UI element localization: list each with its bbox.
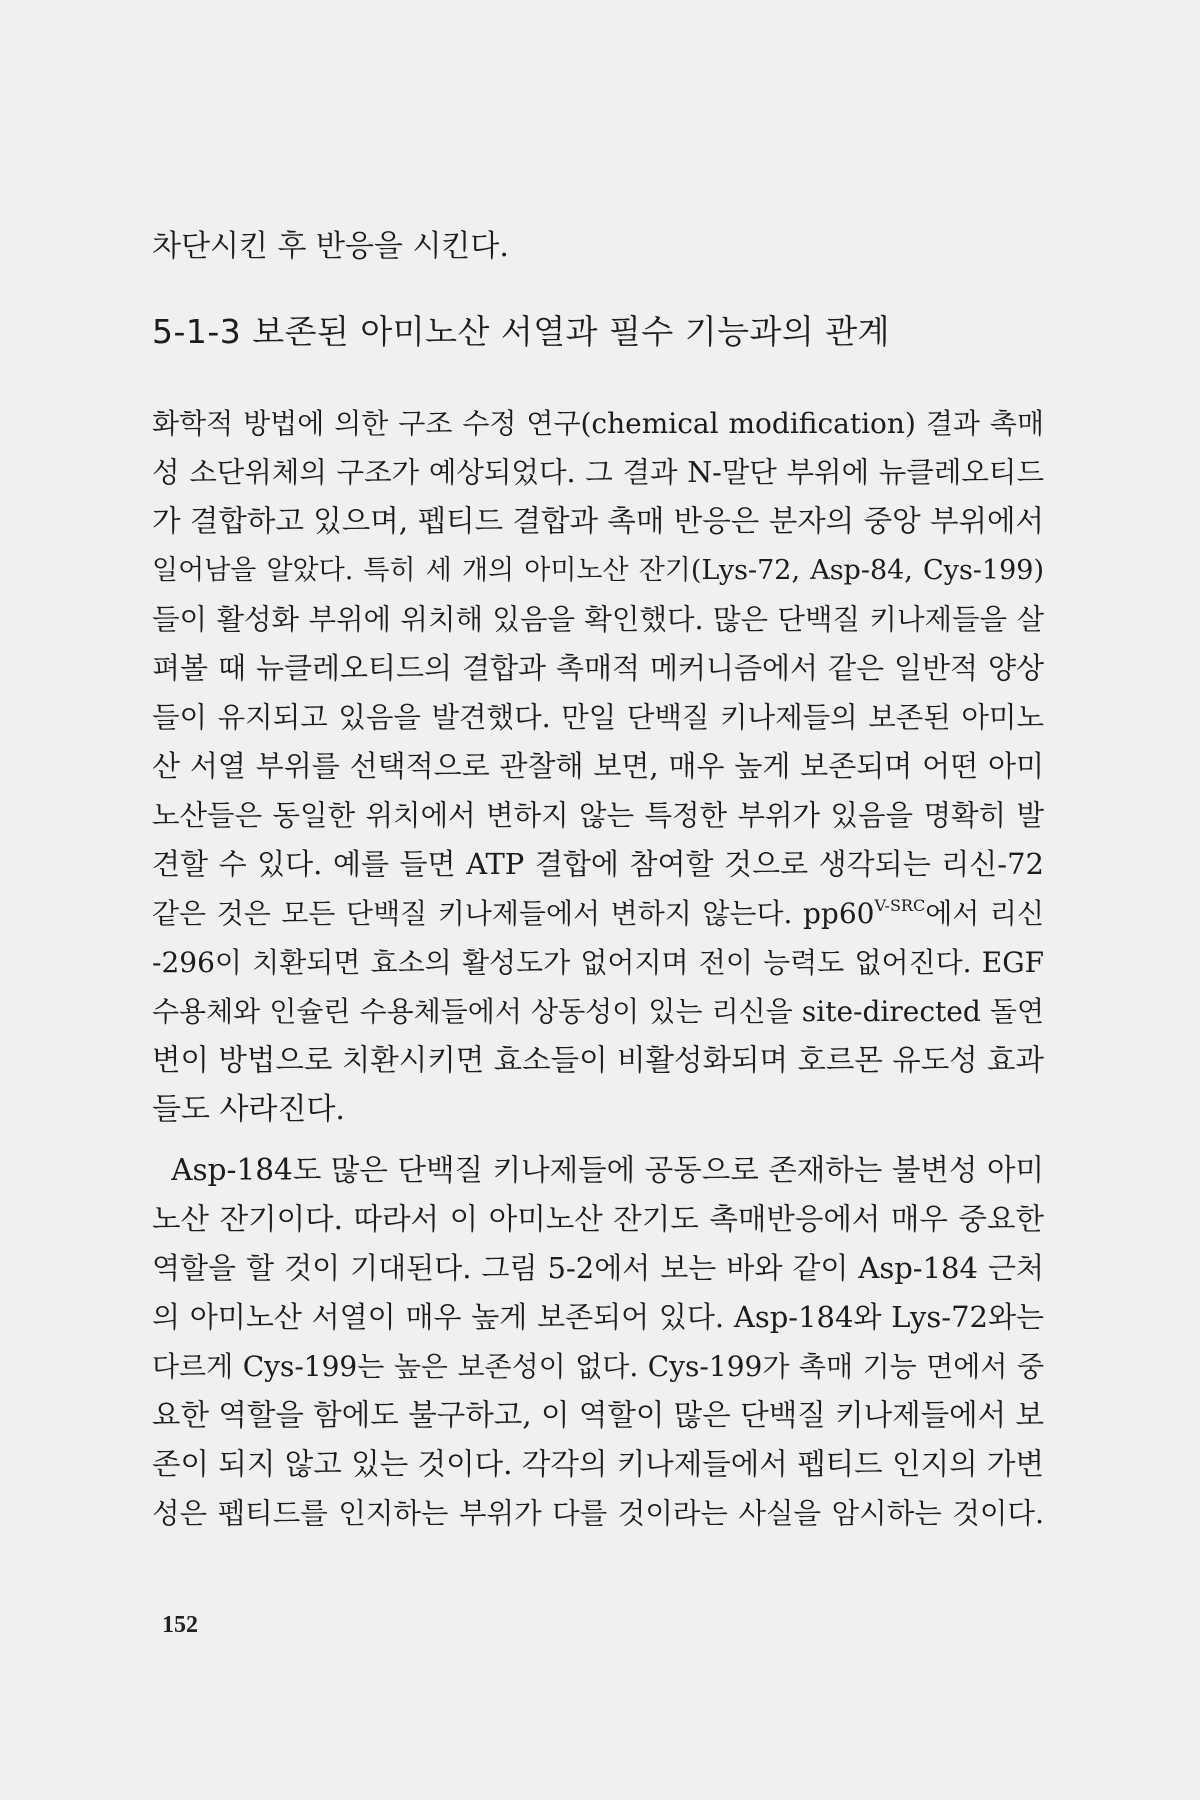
text-line: 일어남을 알았다. 특히 세 개의 아미노산 잔기(Lys-72, Asp-84, Cys-199)	[152, 555, 1044, 586]
text-line: 견할 수 있다. 예를 들면 ATP 결합에 참여할 것으로 생각되는 리신-72	[152, 847, 1044, 881]
text-line: 가 결합하고 있으며, 펩티드 결합과 촉매 반응은 분자의 중앙 부위에서	[152, 504, 1044, 538]
text-line: 노산들은 동일한 위치에서 변하지 않는 특정한 부위가 있음을 명확히 발	[152, 799, 1044, 832]
text-line: 성은 펩티드를 인지하는 부위가 다를 것이라는 사실을 암시하는 것이다.	[152, 1497, 1044, 1530]
text-line: Asp-184도 많은 단백질 키나제들에 공동으로 존재하는 불변성 아미	[152, 1153, 1044, 1187]
section-heading: 5-1-3 보존된 아미노산 서열과 필수 기능과의 관계	[152, 312, 891, 351]
text-line: 의 아미노산 서열이 매우 높게 보존되어 있다. Asp-184와 Lys-72와는	[152, 1300, 1044, 1334]
text-line: 다르게 Cys-199는 높은 보존성이 없다. Cys-199가 촉매 기능 면에서 중	[152, 1350, 1044, 1383]
text-line: 역할을 할 것이 기대된다. 그림 5-2에서 보는 바와 같이 Asp-184 근처	[152, 1251, 1044, 1285]
text-line: -296이 치환되면 효소의 활성도가 없어지며 전이 능력도 없어진다. EGF	[152, 946, 1044, 979]
text-line: 들이 활성화 부위에 위치해 있음을 확인했다. 많은 단백질 키나제들을 살	[152, 603, 1044, 636]
text-line: 변이 방법으로 치환시키면 효소들이 비활성화되며 호르몬 유도성 효과	[152, 1043, 1045, 1077]
text-before-superscript: 같은 것은 모든 단백질 키나제들에서 변하지 않는다. pp60	[152, 897, 875, 930]
text-line: 들도 사라진다.	[152, 1092, 345, 1127]
text-line: 존이 되지 않고 있는 것이다. 각각의 키나제들에서 펩티드 인지의 가변	[152, 1447, 1044, 1481]
text-after-superscript: 에서 리신	[925, 897, 1044, 930]
text-line: 화학적 방법에 의한 구조 수정 연구(chemical modification) 결과 촉매	[152, 407, 1044, 440]
page-number: 152	[162, 1612, 198, 1638]
paragraph-gap	[152, 1134, 1044, 1146]
text-line: 성 소단위체의 구조가 예상되었다. 그 결과 N-말단 부위에 뉴클레오티드	[152, 456, 1044, 489]
paragraph-2	[152, 1146, 1044, 1538]
text-line: 노산 잔기이다. 따라서 이 아미노산 잔기도 촉매반응에서 매우 중요한	[152, 1202, 1044, 1236]
text-line: 수용체와 인슐린 수용체들에서 상동성이 있는 리신을 site-directed 돌연	[152, 995, 1044, 1028]
text-line: 들이 유지되고 있음을 발견했다. 만일 단백질 키나제들의 보존된 아미노	[152, 701, 1044, 734]
superscript-v-src: V-SRC	[874, 895, 926, 915]
text-line: 산 서열 부위를 선택적으로 관찰해 보면, 매우 높게 보존되며 어떤 아미	[152, 749, 1044, 783]
text-line: 요한 역할을 함에도 불구하고, 이 역할이 많은 단백질 키나제들에서 보	[152, 1398, 1044, 1432]
text-line: 펴볼 때 뉴클레오티드의 결합과 촉매적 메커니즘에서 같은 일반적 양상	[152, 651, 1044, 685]
text-line-with-superscript	[152, 889, 1044, 938]
continued-line: 차단시킨 후 반응을 시킨다.	[152, 229, 509, 264]
body-text	[152, 222, 1044, 1538]
paragraph-1	[152, 399, 1044, 1134]
